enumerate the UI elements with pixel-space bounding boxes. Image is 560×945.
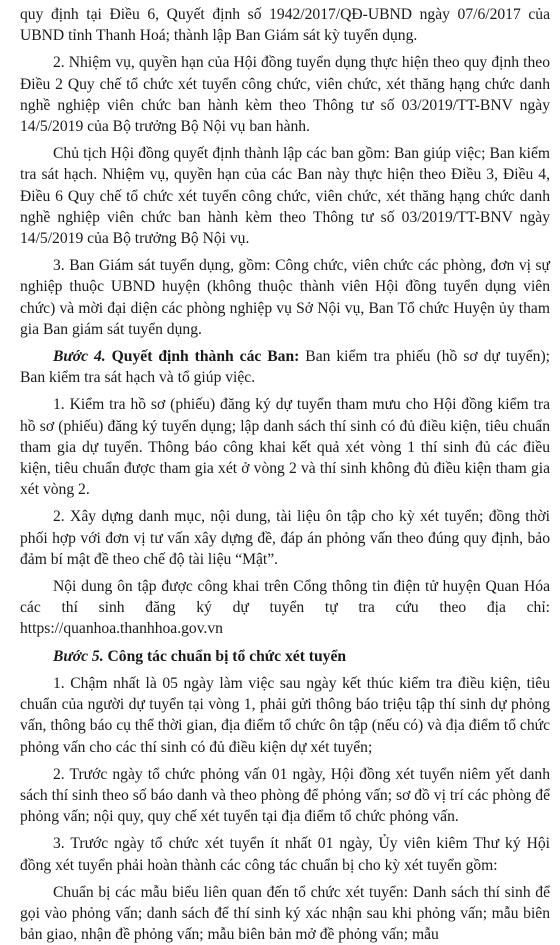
step5-paragraph-4: Chuẩn bị các mẫu biểu liên quan đến tổ chức xét tuyển: Danh sách thí sinh để gọi vào phỏng vấn; danh sách để thí sinh ký xác nhận sau khi phỏng vấn; mẫu biên bản giao, nhận đề phỏng vấn; mẫu biên bản mở đề phỏng vấn; mẫu [20,883,550,944]
step5-paragraph-3: 3. Trước ngày tổ chức xét tuyển ít nhất 01 ngày, Ủy viên kiêm Thư ký Hội đồng xét tuyển phải hoàn thành các công tác chuẩn bị cho kỳ xét tuyển gồm: [20,835,550,874]
step5-title: Công tác chuẩn bị tổ chức xét tuyển [103,647,347,665]
step4-title: Quyết định thành các Ban: [105,348,300,366]
paragraph-4: 3. Ban Giám sát tuyển dụng, gồm: Công chức, viên chức các phòng, đơn vị sự nghiệp thuộc UBND huyện (không thuộc thành viên Hội đồng tuyển dụng viên chức) và mời đại diện các phòng nghiệp vụ Sở Nội vụ, Ban Tổ chức Huyện ủy tham gia Ban giám sát tuyển dụng. [20,257,550,338]
step4-heading-paragraph [20,346,550,388]
step4-paragraph-3: Nội dung ôn tập được công khai trên Cổng thông tin điện tử huyện Quan Hóa các thí sinh đăng ký dự tuyển tự tra cứu theo địa chỉ: https://quanhoa.thanhhoa.gov.vn [20,578,550,638]
paragraph-1: quy định tại Điều 6, Quyết định số 1942/2017/QĐ-UBND ngày 07/6/2017 của UBND tỉnh Thanh Hoá; thành lập Ban Giám sát kỳ tuyển dụng. [20,6,550,45]
step5-paragraph-2: 2. Trước ngày tổ chức phỏng vấn 01 ngày, Hội đồng xét tuyển niêm yết danh sách thí sinh theo số báo danh và theo phòng để phỏng vấn; sơ đồ vị trí các phòng để phỏng vấn; nội quy, quy chế xét tuyển tại địa điểm tổ chức phỏng vấn. [20,765,550,826]
paragraph-3: Chủ tịch Hội đồng quyết định thành lập các ban gồm: Ban giúp việc; Ban kiểm tra sát hạch. Nhiệm vụ, quyền hạn của các Ban này thực hiện theo Điều 3, Điều 4, Điều 6 Quy chế tổ chức xét tuyển công chức, viên chức, xét thăng hạng chức danh nghề nghiệp viên chức ban hành kèm theo Thông tư số 03/2019/TT-BNV ngày 14/5/2019 của Bộ trưởng Bộ Nội vụ. [20,145,550,248]
step5-heading-paragraph [20,646,550,667]
step4-rest: Ban kiểm tra phiếu (hồ sơ dự tuyển); Ban kiểm tra sát hạch và tổ giúp việc. [20,348,550,387]
paragraph-2: 2. Nhiệm vụ, quyền hạn của Hội đồng tuyển dụng thực hiện theo quy định theo Điều 2 Quy chế tổ chức xét tuyển công chức, viên chức, xét thăng hạng chức danh nghề nghiệp viên chức ban hành kèm theo Thông tư số 03/2019/TT-BNV ngày 14/5/2019 của Bộ trưởng Bộ Nội vụ ban hành. [20,54,550,136]
step5-label: Bước 5. [53,647,104,665]
step4-label: Bước 4. [53,348,106,366]
step5-heading [53,648,346,665]
step4-paragraph-1: 1. Kiểm tra hồ sơ (phiếu) đăng ký dự tuyển tham mưu cho Hội đồng kiểm tra hồ sơ (phiếu) đăng ký tuyển dụng; lập danh sách thí sinh có đủ điều kiện, tiêu chuẩn tham gia dự tuyển. Thông báo công khai kết quả xét vòng 1 thí sinh đủ các điều kiện, tiêu chuẩn được tham gia xét ở vòng 2 và thí sinh không đủ điều kiện tham gia xét vòng 2. [20,396,550,499]
step4-paragraph-2: 2. Xây dựng danh mục, nội dung, tài liệu ôn tập cho kỳ xét tuyển; đồng thời phối hợp với đơn vị tư vấn xây dựng đề, đáp án phỏng vấn theo đúng quy định, bảo đảm bí mật đề theo chế độ tài liệu “Mật”. [20,508,550,568]
step4-heading [53,348,299,365]
step5-paragraph-1: 1. Chậm nhất là 05 ngày làm việc sau ngày kết thúc kiểm tra điều kiện, tiêu chuẩn của người dự tuyển tại vòng 1, phải gửi thông báo triệu tập thí sinh dự phỏng vấn, thông báo cụ thể thời gian, địa điểm tổ chức ôn tập (nếu có) và địa điểm tổ chức phỏng vấn cho các thí sinh có đủ điều kiện dự xét tuyển; [20,674,550,756]
